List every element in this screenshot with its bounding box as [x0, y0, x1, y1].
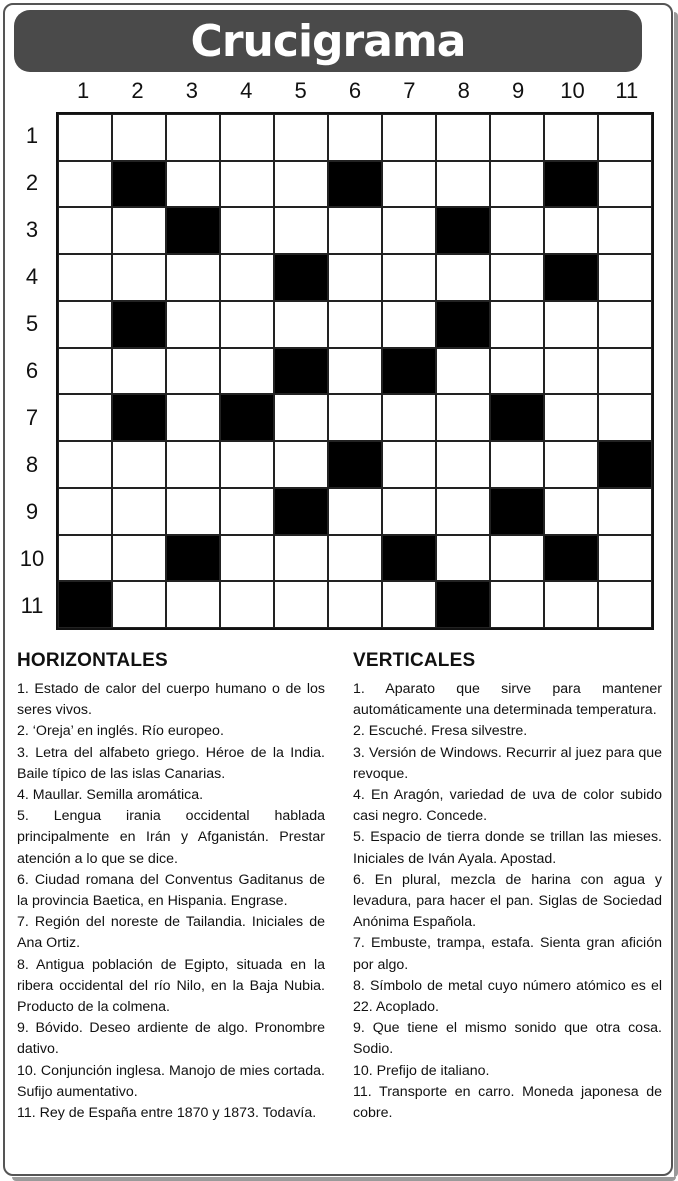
grid-cell[interactable] [490, 581, 544, 628]
black-cell [490, 488, 544, 535]
grid-cell[interactable] [220, 114, 274, 161]
horizontal-clue-7: 7. Región del noreste de Tailandia. Iniciales de Ana Ortiz. [17, 914, 325, 952]
grid-cell[interactable] [436, 114, 490, 161]
frame-shadow-bottom [12, 1177, 676, 1181]
grid-cell[interactable] [166, 254, 220, 301]
grid-cell[interactable] [598, 394, 652, 441]
grid-cell[interactable] [598, 207, 652, 254]
black-cell [544, 535, 598, 582]
grid-cell[interactable] [166, 488, 220, 535]
grid-cell[interactable] [436, 348, 490, 395]
horizontales-list [17, 679, 325, 1124]
grid-cell[interactable] [544, 207, 598, 254]
row-number: 5 [25, 310, 39, 336]
row-number: 2 [25, 169, 39, 195]
vertical-clue-3: 3. Versión de Windows. Recurrir al juez para que revoque. [353, 744, 662, 782]
black-cell [274, 254, 328, 301]
grid-cell[interactable] [112, 581, 166, 628]
grid-cell[interactable] [220, 207, 274, 254]
black-cell [436, 581, 490, 628]
grid-cell[interactable] [58, 535, 112, 582]
grid-cell[interactable] [598, 301, 652, 348]
grid-cell[interactable] [382, 254, 436, 301]
column-number: 9 [511, 78, 525, 103]
grid-cell[interactable] [382, 207, 436, 254]
horizontales-section [17, 650, 325, 1124]
grid-cell[interactable] [166, 394, 220, 441]
vertical-clue-6: 6. En plural, mezcla de harina con agua y levadura, para hacer el pan. Siglas de Sociedad Anónima Española. [353, 871, 662, 931]
grid-cell[interactable] [328, 488, 382, 535]
grid-cell[interactable] [436, 488, 490, 535]
row-number: 1 [25, 122, 39, 148]
vertical-clue-5: 5. Espacio de tierra donde se trillan las mieses. Iniciales de Iván Ayala. Apostad. [353, 829, 662, 867]
grid-cell[interactable] [490, 114, 544, 161]
grid-cell[interactable] [328, 254, 382, 301]
vertical-clue-9: 9. Que tiene el mismo sonido que otra cosa. Sodio. [353, 1020, 662, 1058]
grid-cell[interactable] [112, 535, 166, 582]
row-number: 11 [20, 593, 44, 619]
black-cell [436, 301, 490, 348]
vertical-clue-4: 4. En Aragón, variedad de uva de color subido casi negro. Concede. [353, 787, 662, 825]
grid-cell[interactable] [274, 301, 328, 348]
row-number: 8 [25, 452, 39, 478]
grid-cell[interactable] [274, 207, 328, 254]
black-cell [274, 348, 328, 395]
grid-cell[interactable] [274, 441, 328, 488]
grid-cell[interactable] [112, 488, 166, 535]
grid-cell[interactable] [58, 207, 112, 254]
row-number: 4 [25, 263, 39, 289]
black-cell [544, 254, 598, 301]
grid-cell[interactable] [166, 161, 220, 208]
grid-cell[interactable] [382, 301, 436, 348]
grid-cell[interactable] [58, 394, 112, 441]
horizontal-clue-1: 1. Estado de calor del cuerpo humano o de los seres vivos. [17, 681, 325, 719]
grid-cell[interactable] [544, 441, 598, 488]
grid-cell[interactable] [274, 535, 328, 582]
grid-cell[interactable] [166, 441, 220, 488]
crossword-grid [56, 112, 654, 630]
grid-cell[interactable] [328, 207, 382, 254]
black-cell [274, 488, 328, 535]
column-number: 11 [615, 78, 639, 103]
grid-cell[interactable] [328, 581, 382, 628]
black-cell [328, 441, 382, 488]
grid-cell[interactable] [490, 161, 544, 208]
grid-cell[interactable] [490, 301, 544, 348]
horizontal-clue-8: 8. Antigua población de Egipto, situada en la ribera occidental del río Nilo, en la Baja Nubia. Producto de la colmena. [17, 956, 325, 1016]
grid-cell[interactable] [220, 581, 274, 628]
grid-cell[interactable] [112, 207, 166, 254]
black-cell [598, 441, 652, 488]
grid-cell[interactable] [436, 254, 490, 301]
grid-cell[interactable] [544, 348, 598, 395]
grid-cell[interactable] [436, 441, 490, 488]
black-cell [112, 161, 166, 208]
vertical-clue-8: 8. Símbolo de metal cuyo número atómico es el 22. Acoplado. [353, 977, 662, 1016]
grid-cell[interactable] [598, 581, 652, 628]
horizontal-clue-10: 10. Conjunción inglesa. Manojo de mies cortada. Sufijo aumentativo. [17, 1062, 325, 1100]
column-number: 3 [185, 78, 199, 103]
grid-cell[interactable] [598, 254, 652, 301]
grid-cell[interactable] [166, 581, 220, 628]
grid-cell[interactable] [328, 114, 382, 161]
grid-cell[interactable] [490, 441, 544, 488]
grid-cell[interactable] [490, 535, 544, 582]
grid-cell[interactable] [382, 394, 436, 441]
column-number: 4 [240, 78, 253, 103]
grid-cell[interactable] [58, 301, 112, 348]
page-title: Crucigrama [190, 15, 466, 67]
horizontal-clue-5: 5. Lengua irania occidental hablada principalmente en Irán y Afganistán. Prestar atención a lo que se dice. [17, 808, 325, 867]
grid-cell[interactable] [382, 441, 436, 488]
grid-cell[interactable] [274, 114, 328, 161]
grid-cell[interactable] [598, 488, 652, 535]
grid-cell[interactable] [382, 161, 436, 208]
grid-cell[interactable] [490, 207, 544, 254]
grid-cell[interactable] [112, 348, 166, 395]
grid-cell[interactable] [328, 394, 382, 441]
vertical-clue-2: 2. Escuché. Fresa silvestre. [353, 723, 528, 740]
grid-cell[interactable] [58, 441, 112, 488]
grid-cell[interactable] [436, 535, 490, 582]
grid-cell[interactable] [598, 348, 652, 395]
grid-cell[interactable] [382, 488, 436, 535]
grid-cell[interactable] [220, 254, 274, 301]
black-cell [220, 394, 274, 441]
grid-cell[interactable] [112, 254, 166, 301]
grid-cell[interactable] [544, 114, 598, 161]
grid-cell[interactable] [490, 348, 544, 395]
vertical-clue-11: 11. Transporte en carro. Moneda japonesa de cobre. [353, 1083, 662, 1122]
black-cell [166, 535, 220, 582]
title-banner [14, 10, 642, 72]
grid-cell[interactable] [328, 348, 382, 395]
black-cell [112, 301, 166, 348]
grid-cell[interactable] [544, 581, 598, 628]
horizontal-clue-3: 3. Letra del alfabeto griego. Héroe de la India. Baile típico de las islas Canarias. [17, 744, 325, 782]
column-number: 7 [403, 78, 416, 103]
grid-cell[interactable] [382, 581, 436, 628]
vertical-clue-10: 10. Prefijo de italiano. [353, 1062, 490, 1079]
black-cell [58, 581, 112, 628]
grid-cell[interactable] [544, 488, 598, 535]
grid-cell[interactable] [58, 348, 112, 395]
grid-cell[interactable] [112, 114, 166, 161]
grid-cell[interactable] [220, 535, 274, 582]
grid-cell[interactable] [598, 161, 652, 208]
row-number: 10 [19, 546, 45, 572]
grid-cell[interactable] [328, 535, 382, 582]
horizontales-heading: HORIZONTALES [17, 650, 168, 671]
grid-cell[interactable] [220, 488, 274, 535]
verticales-heading: VERTICALES [353, 650, 476, 671]
horizontal-clue-2: 2. ‘Oreja’ en inglés. Río europeo. [17, 723, 224, 740]
grid-cell[interactable] [598, 535, 652, 582]
horizontal-clue-11: 11. Rey de España entre 1870 y 1873. Todavía. [17, 1105, 317, 1122]
grid-cell[interactable] [220, 301, 274, 348]
grid-cell[interactable] [544, 301, 598, 348]
grid-cell[interactable] [274, 394, 328, 441]
grid-cell[interactable] [274, 161, 328, 208]
grid-cell[interactable] [490, 254, 544, 301]
black-cell [436, 207, 490, 254]
grid-cell[interactable] [598, 114, 652, 161]
black-cell [490, 394, 544, 441]
grid-cell[interactable] [112, 441, 166, 488]
grid-cell[interactable] [328, 301, 382, 348]
grid-cell[interactable] [166, 114, 220, 161]
horizontal-clue-4: 4. Maullar. Semilla aromática. [17, 787, 204, 804]
column-number: 1 [77, 78, 90, 103]
grid-cell[interactable] [166, 348, 220, 395]
grid-cell[interactable] [58, 488, 112, 535]
black-cell [328, 161, 382, 208]
black-cell [112, 394, 166, 441]
vertical-clue-7: 7. Embuste, trampa, estafa. Sienta gran afición por algo. [353, 935, 662, 973]
frame-shadow-right [674, 12, 678, 1177]
grid-cell[interactable] [58, 254, 112, 301]
grid-cell[interactable] [544, 394, 598, 441]
column-number: 6 [348, 78, 362, 103]
row-number: 9 [25, 499, 39, 525]
column-number: 5 [294, 78, 307, 103]
grid-cell[interactable] [220, 441, 274, 488]
black-cell [166, 207, 220, 254]
vertical-clue-1: 1. Aparato que sirve para mantener automáticamente una determinada temperatura. [353, 681, 662, 719]
column-number: 2 [131, 78, 144, 103]
grid-cell[interactable] [382, 114, 436, 161]
grid-cell[interactable] [166, 301, 220, 348]
grid-cell[interactable] [274, 581, 328, 628]
column-number: 10 [560, 78, 585, 103]
grid-cell[interactable] [58, 114, 112, 161]
verticales-list [353, 679, 662, 1124]
column-number: 8 [457, 78, 470, 103]
row-number: 3 [25, 216, 39, 242]
black-cell [544, 161, 598, 208]
horizontal-clue-9: 9. Bóvido. Deseo ardiente de algo. Pronombre dativo. [17, 1020, 325, 1058]
grid-cell[interactable] [220, 161, 274, 208]
verticales-section [353, 650, 662, 1124]
grid-cell[interactable] [58, 161, 112, 208]
grid-cell[interactable] [436, 394, 490, 441]
grid-cell[interactable] [220, 348, 274, 395]
row-number: 6 [25, 358, 39, 383]
row-number: 7 [25, 405, 39, 431]
black-cell [382, 535, 436, 582]
black-cell [382, 348, 436, 395]
horizontal-clue-6: 6. Ciudad romana del Conventus Gaditanus de la provincia Baetica, en Hispania. Engrase. [17, 871, 325, 910]
grid-cell[interactable] [436, 161, 490, 208]
